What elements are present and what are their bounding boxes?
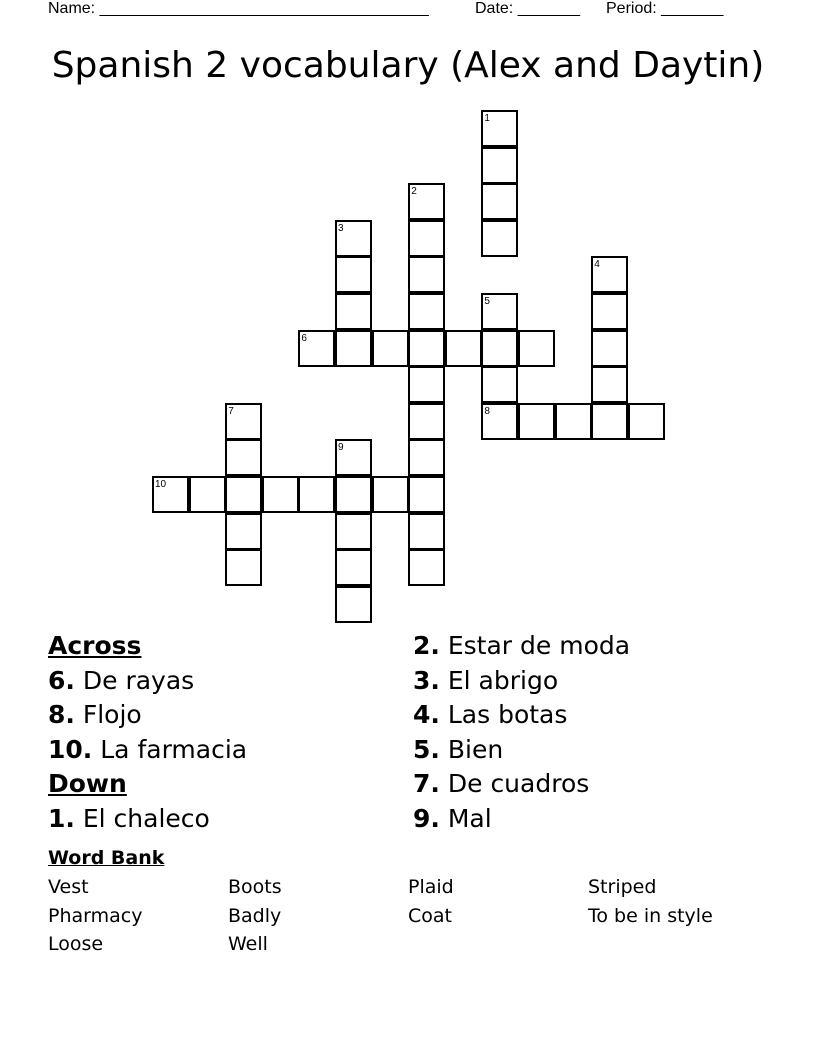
clue-down-3 xyxy=(413,664,630,699)
clue-number: 2. xyxy=(413,631,440,660)
crossword-cell[interactable] xyxy=(225,549,262,586)
crossword-cell[interactable] xyxy=(408,549,445,586)
clue-number: 7. xyxy=(413,769,440,798)
across-heading: Across xyxy=(48,631,142,660)
crossword-cell[interactable] xyxy=(481,147,518,184)
crossword-cell[interactable] xyxy=(518,330,555,367)
word-bank-item: Plaid xyxy=(408,876,454,898)
word-bank-item: To be in style xyxy=(588,904,713,927)
word-bank-item: Striped xyxy=(588,876,657,898)
name-field-label: Name: _____________________________________ xyxy=(48,0,429,17)
crossword-cell[interactable] xyxy=(225,476,262,513)
clue-text: Flojo xyxy=(82,700,142,729)
crossword-cell[interactable] xyxy=(591,293,628,330)
crossword-cell[interactable] xyxy=(335,293,372,330)
word-bank-item: Loose xyxy=(48,933,104,955)
crossword-cell[interactable] xyxy=(189,476,226,513)
clue-down-7 xyxy=(413,767,630,802)
crossword-cell[interactable] xyxy=(591,403,628,440)
crossword-cell[interactable] xyxy=(335,256,372,293)
clue-down-1 xyxy=(48,802,247,837)
crossword-cell[interactable] xyxy=(481,220,518,257)
word-bank-item: Badly xyxy=(228,904,282,927)
clue-text: La farmacia xyxy=(100,734,248,764)
crossword-cell[interactable] xyxy=(335,476,372,513)
clue-down-2 xyxy=(413,629,630,664)
crossword-cell[interactable] xyxy=(225,513,262,550)
cell-number: 10 xyxy=(155,479,167,490)
cell-number: 7 xyxy=(228,405,234,417)
cell-number: 1 xyxy=(484,113,490,124)
clue-text: De cuadros xyxy=(447,769,590,798)
cell-number: 8 xyxy=(484,405,490,417)
crossword-cell[interactable] xyxy=(408,476,445,513)
crossword-cell[interactable] xyxy=(298,476,335,513)
cell-number: 3 xyxy=(338,222,344,234)
clue-number: 5. xyxy=(413,734,440,764)
clues-right-column xyxy=(413,629,630,836)
crossword-cell[interactable] xyxy=(335,586,372,623)
clue-text: El abrigo xyxy=(447,665,559,695)
crossword-cell[interactable] xyxy=(372,476,409,513)
crossword-cell[interactable] xyxy=(335,549,372,586)
clue-text: Mal xyxy=(447,803,492,833)
clue-number: 1. xyxy=(48,803,75,833)
period-field-label: Period: _______ xyxy=(606,0,724,17)
clue-text: Estar de moda xyxy=(447,631,631,660)
crossword-cell[interactable] xyxy=(555,403,592,440)
word-bank-title: Word Bank xyxy=(48,847,165,869)
clues-left-column xyxy=(48,629,247,836)
crossword-cell[interactable] xyxy=(408,293,445,330)
crossword-cell[interactable] xyxy=(408,403,445,440)
crossword-cell[interactable] xyxy=(335,513,372,550)
clue-across-6 xyxy=(48,664,247,699)
word-bank-item: Vest xyxy=(48,876,89,898)
crossword-cell[interactable] xyxy=(481,330,518,367)
word-bank-item: Pharmacy xyxy=(48,904,143,927)
cell-number: 4 xyxy=(594,259,600,271)
clue-down-4 xyxy=(413,698,630,733)
clue-down-9 xyxy=(413,802,630,837)
clue-down-5 xyxy=(413,733,630,768)
crossword-cell[interactable] xyxy=(408,513,445,550)
crossword-cell[interactable] xyxy=(262,476,299,513)
crossword-cell[interactable] xyxy=(445,330,482,367)
clue-number: 4. xyxy=(413,700,440,729)
word-bank-item: Well xyxy=(228,933,268,955)
clue-number: 6. xyxy=(48,665,75,695)
crossword-cell[interactable] xyxy=(481,366,518,403)
page-title: Spanish 2 vocabulary (Alex and Daytin) xyxy=(51,45,765,86)
word-bank-item: Coat xyxy=(408,904,452,927)
clue-number: 9. xyxy=(413,803,440,833)
crossword-cell[interactable] xyxy=(591,330,628,367)
cell-number: 2 xyxy=(411,186,417,198)
crossword-cell[interactable] xyxy=(408,366,445,403)
crossword-cell[interactable] xyxy=(628,403,665,440)
clue-text: De rayas xyxy=(82,665,195,695)
clue-number: 3. xyxy=(413,665,440,695)
clue-number: 8. xyxy=(48,700,75,729)
crossword-cell[interactable] xyxy=(408,330,445,367)
clue-across-10 xyxy=(48,733,247,768)
down-heading: Down xyxy=(48,769,127,798)
crossword-cell[interactable] xyxy=(481,183,518,220)
clue-text: Las botas xyxy=(447,700,568,729)
clue-text: El chaleco xyxy=(82,803,210,833)
crossword-cell[interactable] xyxy=(518,403,555,440)
cell-number: 6 xyxy=(301,332,307,344)
crossword-cell[interactable] xyxy=(408,439,445,476)
cell-number: 5 xyxy=(484,296,490,307)
crossword-cell[interactable] xyxy=(408,256,445,293)
word-bank xyxy=(48,873,768,959)
clue-number: 10. xyxy=(48,734,93,764)
clue-across-8 xyxy=(48,698,247,733)
date-field-label: Date: _______ xyxy=(475,0,580,17)
crossword-cell[interactable] xyxy=(591,366,628,403)
crossword-cell[interactable] xyxy=(408,220,445,257)
cell-number: 9 xyxy=(338,442,344,454)
crossword-cell[interactable] xyxy=(225,439,262,476)
word-bank-item: Boots xyxy=(228,876,282,898)
crossword-cell[interactable] xyxy=(335,330,372,367)
clue-text: Bien xyxy=(447,734,504,764)
crossword-cell[interactable] xyxy=(372,330,409,367)
